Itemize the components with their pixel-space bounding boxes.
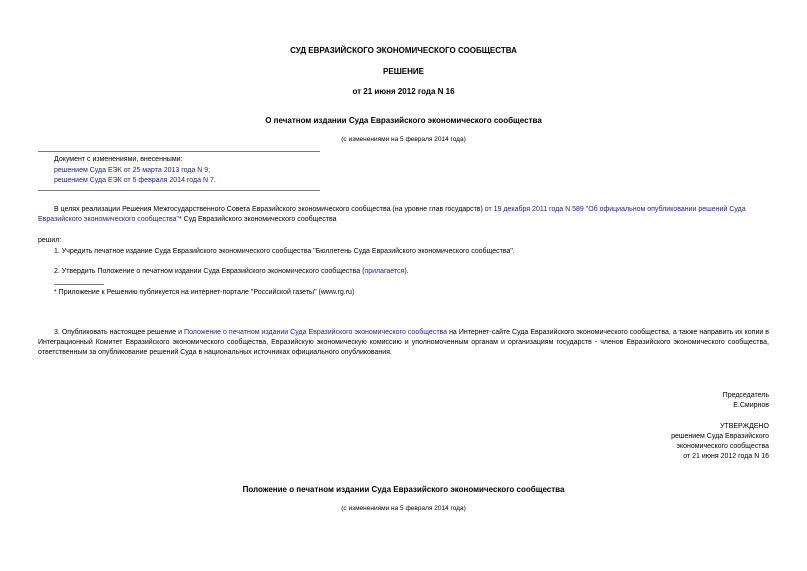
- divider-top: [38, 151, 320, 152]
- divider-bottom: [38, 190, 320, 191]
- approved-line-4: от 21 июня 2012 года N 16: [683, 453, 769, 460]
- item-2-end: ).: [404, 268, 409, 275]
- footnote-divider: [54, 284, 104, 285]
- approved-line-1: УТВЕРЖДЕНО: [719, 423, 769, 430]
- changes-label: Документ с изменениями, внесенными:: [54, 156, 183, 163]
- item-1: 1. Учредить печатное издание Суда Евразийского экономического сообщества "Бюллетень Суда Евразийского экономического сообщества".: [54, 248, 515, 255]
- document-type: РЕШЕНИЕ: [383, 67, 424, 76]
- item-2: [54, 267, 409, 277]
- preamble: [38, 205, 769, 225]
- signature-role: Председатель: [722, 392, 769, 399]
- item-3-link[interactable]: Положение о печатном издании Суда Евразийского экономического сообщества: [184, 329, 448, 336]
- court-name: СУД ЕВРАЗИЙСКОГО ЭКОНОМИЧЕСКОГО СООБЩЕСТВА: [290, 46, 517, 55]
- preamble-text-end: * Суд Евразийского экономического сообщества: [178, 216, 337, 223]
- change-link-1[interactable]: решением Суда ЕЭК от 25 марта 2013 года N 9;: [54, 167, 211, 174]
- amendments-note: (с изменениями на 5 февраля 2014 года): [341, 136, 466, 143]
- change-link-2[interactable]: решением Суда ЕЭК от 5 февраля 2014 года N 7.: [54, 177, 216, 184]
- item-2-link[interactable]: прилагается: [364, 268, 405, 275]
- preamble-link[interactable]: от 19 декабря 2011 года N 589 "Об официальном опубликовании решений Суда Евразийского экономического сообщества": [38, 206, 746, 223]
- footnote: * Приложение к Решению публикуется на интернет-портале "Российской газеты" (www.rg.ru): [54, 289, 355, 296]
- annex-amendments: (с изменениями на 5 февраля 2014 года): [341, 505, 466, 512]
- decided-label: решил:: [38, 237, 62, 244]
- preamble-text: В целях реализации Решения Межгосударственного Совета Евразийского экономического сообщества (на уровне глав государств): [54, 206, 485, 213]
- approved-line-2: решением Суда Евразийского: [671, 433, 769, 440]
- approved-line-3: экономического сообщества: [676, 443, 769, 450]
- annex-title: Положение о печатном издании Суда Евразийского экономического сообщества: [242, 485, 565, 494]
- item-3-text: 3. Опубликовать настоящее решение и: [54, 329, 185, 336]
- item-3-text-end: на Интернет-сайте Суда Евразийского экономического сообщества, а также направить их копии в Интеграционный Комитет Евразийского экономического сообщества, Евразийскую экономическую комиссию и уполномоченным органам и организациям государств - членов Евразийского экономического сообщества, ответственным за опубликование решений Суда в национальных источниках официального опубликования.: [38, 329, 770, 356]
- item-3: [38, 328, 769, 358]
- item-2-text: 2. Утвердить Положение о печатном издании Суда Евразийского экономического сообщества (: [54, 268, 365, 275]
- signature-name: Е.Смирнов: [733, 402, 769, 409]
- document-date: от 21 июня 2012 года N 16: [352, 87, 455, 96]
- document-title: О печатном издании Суда Евразийского экономического сообщества: [265, 116, 542, 125]
